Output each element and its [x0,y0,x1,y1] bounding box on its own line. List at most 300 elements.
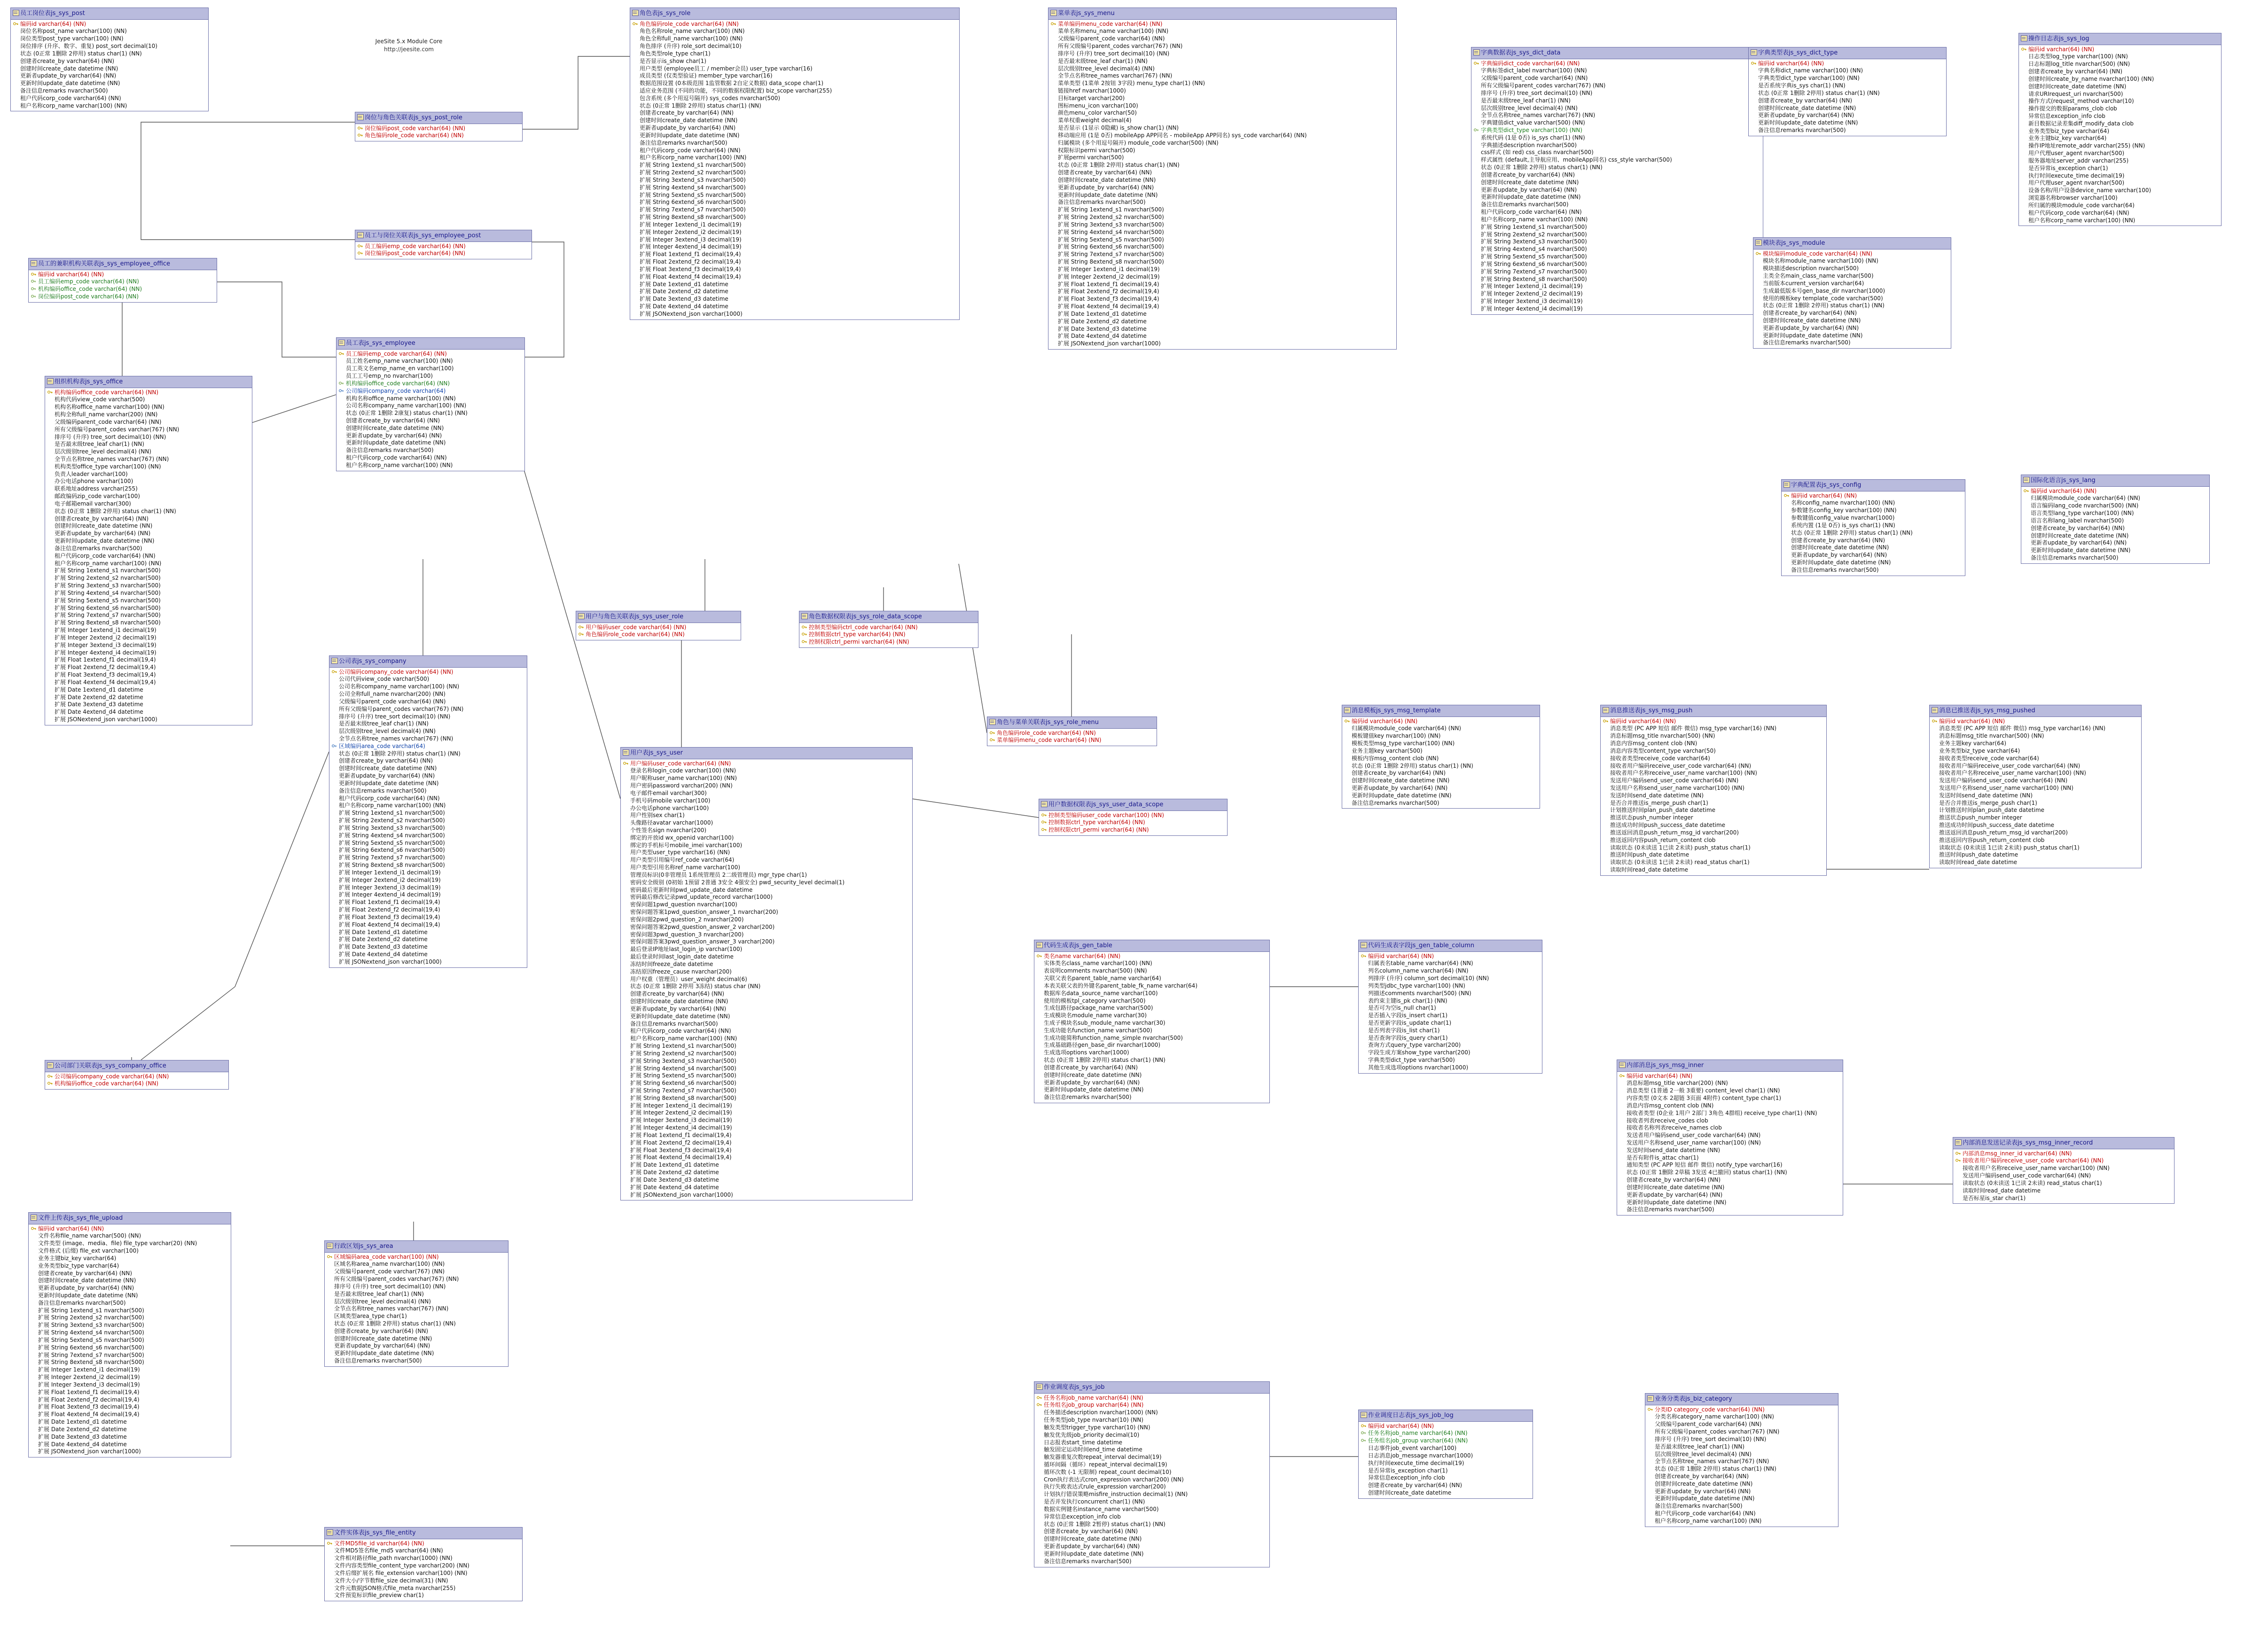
column-label: 区域编码area_code varchar(64) [339,742,425,749]
column-row [1036,1551,1267,1558]
column-label: 消息内容类型content_type varchar(50) [1610,747,1716,754]
foreign-key-icon [1361,1431,1366,1435]
column-row [1932,829,2139,837]
column-label: 读取状态 (0未读送 1已读 2未读) read_status char(1) [1963,1179,2102,1186]
column-row [1361,1474,1531,1482]
column-label: 扩展 Float 3extend_f3 decimal(19,4) [38,1403,140,1410]
column-label: 扩展 String 1extend_s1 nvarchar(500) [339,810,445,817]
column-row [623,983,910,990]
entity-table-sys_config[interactable] [1781,479,1965,576]
column-row [331,669,525,676]
entity-table-gen_table[interactable] [1034,940,1270,1103]
column-row [47,1073,227,1081]
column-label: 推送成功时间push_success_date datetime [1939,822,2055,829]
table-icon [47,378,54,384]
column-label: 扩展 String 4extend_s4 nvarchar(500) [55,589,161,596]
column-row [1619,1199,1841,1207]
column-row [989,730,1155,737]
column-label: 浏览器名称browser varchar(100) [2028,195,2118,202]
entity-table-sys_menu[interactable] [1048,8,1397,350]
column-label: 岗位类型post_type varchar(100) (NN) [20,35,124,42]
column-row [1473,105,1761,112]
column-row [47,508,250,515]
column-row [327,1276,506,1283]
column-row [623,1080,910,1087]
column-row [2021,187,2219,195]
column-label: 全节点名称tree_names varchar(767) (NN) [1481,112,1596,119]
entity-columns-sys_job_log [1359,1422,1533,1498]
column-row [632,206,957,214]
entity-table-sys_file_entity[interactable] [324,1527,523,1601]
column-row [1050,303,1394,311]
column-row [338,395,523,403]
column-label: 更新时间update_date datetime (NN) [334,1350,434,1357]
column-label: 编码id varchar(64) (NN) [38,271,104,278]
entity-table-sys_job[interactable] [1034,1381,1270,1567]
entity-table-sys_msg_inner[interactable] [1617,1060,1843,1216]
column-label: 语言编码lang_code nvarchar(500) (NN) [2031,502,2139,509]
column-label: 公司编码company_code varchar(64) (NN) [339,668,454,675]
column-label: 扩展 Float 3extend_f3 decimal(19,4) [640,265,741,273]
column-row [1955,1180,2172,1187]
column-row [1473,149,1761,156]
column-label: 更新时间update_date datetime (NN) [1627,1199,1727,1206]
column-label: 任务名称job_name varchar(64) (NN) [1368,1430,1468,1437]
column-row [331,728,525,735]
entity-table-sys_user[interactable] [620,747,913,1200]
column-label: 扩展 Date 3extend_d3 datetime [38,1433,127,1440]
column-row [623,961,910,968]
entity-table-sys_module[interactable] [1753,237,1951,349]
column-label: 租户名称corp_name varchar(100) (NN) [339,802,446,809]
column-row [47,463,250,471]
column-label: 扩展 Float 2extend_f2 decimal(19,4) [55,664,156,671]
column-label: 更新者update_by varchar(64) (NN) [1763,324,1859,331]
column-row [623,849,910,857]
column-label: 排序号 (升序) tree_sort decimal(10) (NN) [334,1283,446,1290]
column-row [1473,127,1761,134]
entity-columns-sys_config [1782,491,1965,576]
column-label: 所有父级编号parent_codes varchar(767) (NN) [1481,82,1606,89]
entity-table-sys_dict_type[interactable] [1748,47,1947,136]
entity-table-biz_category[interactable] [1645,1393,1838,1527]
column-row [1050,288,1394,296]
column-row [1473,246,1761,253]
column-row [1050,311,1394,318]
column-row [632,132,957,140]
column-label: 创建时间create_date datetime (NN) [1481,179,1579,186]
column-row [1783,492,1963,500]
column-label: 触发类型trigger_type varchar(10) (NN) [1044,1424,1150,1431]
table-icon [1344,707,1351,713]
column-label: 用户类型user_type varchar(16) (NN) [630,849,730,856]
column-label: 扩展 Date 3extend_d3 datetime [339,943,428,951]
column-label: 执行失败表达式rule_expression varchar(200) [1044,1483,1166,1490]
column-label: 创建者create_by varchar(64) (NN) [1044,1064,1138,1071]
table-icon [1751,49,1757,55]
entity-title-sys_user_role: 用户与角色关联表js_sys_user_role [576,611,741,623]
entity-table-sys_company[interactable] [329,655,527,968]
column-row [1932,851,2139,859]
column-row [327,1320,506,1328]
column-label: 读取时间read_date datetime [1939,859,2018,866]
column-label: 扩展 String 6extend_s6 nvarchar(500) [55,604,161,611]
entity-table-sys_job_log[interactable] [1358,1410,1533,1499]
column-label: 租户代码corp_code varchar(64) (NN) [346,454,447,461]
column-label: 扩展 Date 2extend_d2 datetime [630,1169,719,1176]
entity-table-gen_table_column[interactable] [1358,940,1542,1074]
edge-sys_post_role-to-sys_role [522,56,630,129]
column-label: 扩展 String 2extend_s2 nvarchar(500) [1481,231,1587,238]
column-row [632,311,957,318]
column-label: 字典键值dict_value varchar(500) (NN) [1481,119,1585,126]
column-row [1361,1005,1540,1012]
column-label: 扩展 String 4extend_s4 nvarchar(500) [339,832,445,839]
column-row [1036,1417,1267,1424]
column-row [331,706,525,713]
column-label: 扩展 Integer 3extend_i3 decimal(19) [38,1381,140,1388]
column-label: 状态 (0正常 1删除 2康复) status char(1) (NN) [346,410,468,417]
column-label: 更新者update_by varchar(64) (NN) [339,772,435,779]
column-label: 密码安全级别 (0初始 1预留 2普通 3安全 4强安全) pwd_security_level decimal(1) [630,879,845,886]
column-label: 登录名称login_code varchar(100) (NN) [630,767,736,774]
column-label: 文件大小/字节数file_size decimal(31) (NN) [334,1577,448,1584]
table-icon [357,114,364,120]
column-label: 扩展 Float 4extend_f4 decimal(19,4) [640,273,741,280]
primary-key-icon [623,761,628,765]
column-row [331,683,525,691]
column-label: 创建者create_by varchar(64) (NN) [630,990,725,997]
column-row [331,862,525,869]
column-label: 创建时间create_date datetime (NN) [1058,176,1156,183]
column-row [327,1254,506,1261]
column-label: 扩展 Float 3extend_f3 decimal(19,4) [55,671,156,678]
column-row [623,1013,910,1021]
column-row [623,1087,910,1095]
column-row [1619,1184,1841,1192]
column-row [13,35,206,43]
column-row [578,624,739,631]
column-row [47,419,250,426]
column-label: 更新者update_by varchar(64) (NN) [1791,552,1887,559]
column-label: 编码id varchar(64) (NN) [2028,46,2095,53]
column-label: 租户名称corp_name varchar(100) (NN) [630,1035,737,1042]
entity-table-sys_user_data_scope[interactable] [1039,799,1228,836]
column-row [31,1232,229,1240]
column-label: 用户密码password varchar(200) (NN) [630,782,733,789]
column-label: 当前版本current_version varchar(64) [1763,280,1864,287]
column-label: 更新时间update_date datetime (NN) [630,1013,730,1020]
column-row [1955,1195,2172,1202]
entity-table-sys_msg_inner_record[interactable] [1953,1137,2175,1204]
column-label: 扩展 String 2extend_s2 nvarchar(500) [630,1050,736,1057]
entity-table-sys_role_menu[interactable] [987,717,1157,746]
column-label: 机构全称full_name varchar(200) (NN) [55,411,158,418]
column-row [1755,273,1949,280]
unique-key-icon [339,389,344,393]
column-label: 扩展 Float 4extend_f4 decimal(19,4) [38,1411,140,1418]
entity-table-sys_role[interactable] [630,8,960,320]
column-row [623,990,910,998]
column-row [623,946,910,953]
column-label: 备注信息remarks nvarchar(500) [1758,127,1846,133]
column-label: 租户代码corp_code varchar(64) (NN) [630,1028,731,1035]
column-label: 全节点名称tree_names varchar(767) (NN) [1655,1458,1769,1465]
foreign-key-icon [1474,128,1479,132]
entity-columns-gen_table_column [1359,952,1542,1073]
column-label: 用户编码user_code varchar(64) (NN) [630,760,731,767]
table-icon [1647,1395,1654,1402]
column-label: 邮政编码zip_code varchar(100) [55,493,140,500]
column-row [327,1540,520,1548]
column-row [1783,537,1963,545]
column-row [632,303,957,311]
column-row [1755,280,1949,288]
column-row [2021,128,2219,135]
column-label: 创建者create_by varchar(64) (NN) [20,57,115,64]
edge-sys_role_menu-to-sys_role [959,564,987,733]
column-row [1050,80,1394,87]
column-row [632,199,957,206]
column-label: 扩展 String 1extend_s1 nvarchar(500) [1058,206,1164,213]
entity-table-sys_msg_push[interactable] [1600,705,1827,876]
column-label: 文件名称file_name varchar(500) (NN) [38,1232,141,1239]
table-icon [357,232,364,238]
column-row [1647,1495,1836,1503]
column-row [1344,792,1538,800]
column-row [632,72,957,80]
column-row [47,471,250,478]
entity-table-sys_office[interactable] [45,376,252,725]
column-row [1619,1087,1841,1095]
entity-table-sys_post[interactable] [10,8,209,111]
column-row [1050,50,1394,58]
column-row [623,1184,910,1192]
column-label: 机构类型office_type varchar(100) (NN) [55,463,161,470]
column-row [1783,507,1963,514]
entity-table-sys_company_office[interactable] [45,1060,229,1090]
column-label: 全节点名称tree_names varchar(767) (NN) [339,735,454,742]
column-row [331,698,525,706]
column-row [801,639,976,646]
entity-table-sys_dict_data[interactable] [1471,47,1763,315]
column-row [1050,236,1394,244]
column-row [632,28,957,35]
entity-title-sys_dict_type: 字典类型表js_sys_dict_type [1749,47,1946,59]
column-label: 密保问题答案1pwd_question_answer_1 nvarchar(200) [630,909,778,916]
column-row [357,250,530,257]
column-label: 更新时间update_date datetime (NN) [1058,191,1158,198]
column-row [1603,829,1824,837]
entity-table-sys_lang[interactable] [2021,475,2210,564]
column-label: 生成功能名function_name varchar(500) [1044,1027,1152,1034]
column-label: 密码最后更新时间pwd_update_date datetime [630,886,753,893]
column-row [31,1277,229,1285]
column-label: 扩展 String 3extend_s3 nvarchar(500) [38,1322,144,1329]
entity-table-sys_employee_office[interactable] [28,258,217,303]
column-row [1361,1460,1531,1467]
primary-key-icon [990,731,995,735]
column-row [331,921,525,929]
entity-columns-sys_msg_inner [1617,1072,1843,1216]
column-label: 权限标识permi varchar(500) [1058,147,1135,154]
column-row [632,95,957,102]
column-row [31,1389,229,1396]
column-label: 扩展 Date 4extend_d4 datetime [640,303,728,310]
entity-title-sys_job: 作业调度表js_sys_job [1034,1382,1269,1394]
table-icon [331,658,338,664]
column-row [1619,1095,1841,1102]
column-label: 推送时间push_date datetime [1939,851,2018,858]
column-label: 是否系统字典is_sys char(1) (NN) [1758,82,1846,89]
column-label: 文件MD5签名file_md5 varchar(64) (NN) [334,1547,443,1554]
entity-columns-sys_role_data_scope [799,623,978,647]
column-row [623,827,910,834]
column-row [47,1080,227,1088]
column-row [632,258,957,266]
column-row [578,631,739,639]
column-row [1603,718,1824,725]
entity-title-sys_job_log: 作业调度日志表js_sys_job_log [1359,1410,1533,1422]
column-row [338,425,523,432]
column-label: 员工编码emp_code varchar(64) (NN) [365,242,466,249]
column-label: 角色编码role_code varchar(64) (NN) [640,20,739,27]
column-label: 触发优先级job_priority decimal(10) [1044,1431,1140,1438]
column-row [1036,1072,1267,1079]
column-label: 创建者create_by varchar(64) (NN) [1627,1177,1721,1184]
column-row [338,365,523,373]
column-label: 公司代码view_code varchar(500) [339,676,430,683]
column-label: 扩展 String 3extend_s3 nvarchar(500) [1481,238,1587,245]
column-label: 备注信息remarks nvarchar(500) [1655,1503,1743,1510]
column-row [331,691,525,698]
column-row [1361,1423,1531,1430]
column-label: 是否最末级tree_leaf char(1) (NN) [339,720,429,727]
column-row [632,169,957,177]
column-row [1755,257,1949,265]
column-label: 编码id varchar(64) (NN) [1610,717,1676,725]
column-label: 创建者create_by varchar(64) (NN) [1044,1528,1138,1535]
table-icon [632,10,639,16]
entity-table-sys_area[interactable] [324,1240,508,1367]
column-row [623,872,910,879]
column-row [1036,967,1267,975]
column-row [1050,95,1394,102]
column-row [1036,1020,1267,1027]
column-label: 岗位编码post_code varchar(64) (NN) [365,250,466,257]
entity-columns-sys_menu [1048,20,1396,349]
column-label: 扩展 Date 2extend_d2 datetime [38,1426,127,1433]
column-label: 扩展 String 7extend_s7 nvarchar(500) [55,612,161,619]
column-row [47,396,250,404]
column-row [1050,140,1394,147]
entity-table-sys_role_data_scope[interactable] [799,611,978,648]
table-icon [989,719,996,725]
column-label: 状态 (0正常 1删除 2暂停) status char(1) (NN) [1044,1520,1166,1527]
column-label: 扩展 JSONextend_json varchar(1000) [1058,340,1161,347]
column-row [632,65,957,73]
entity-table-sys_log[interactable] [2018,33,2222,226]
column-row [47,538,250,545]
column-row [1050,251,1394,258]
column-row [1955,1165,2172,1172]
column-label: 文件类型 (image、media、file) file_type varchar(20) (NN) [38,1240,197,1247]
column-label: 更新时间update_date datetime (NN) [339,779,439,787]
column-label: 是否可为空is_null char(1) [1368,1005,1436,1012]
column-row [1783,530,1963,537]
column-label: 归属模块module_code varchar(64) (NN) [1352,725,1462,732]
column-row [1603,866,1824,874]
column-label: 扩展 Date 4extend_d4 datetime [339,951,428,958]
entity-table-sys_employee_post[interactable] [355,230,532,259]
column-row [1050,43,1394,50]
primary-key-icon [1041,827,1047,832]
column-row [13,72,206,80]
column-label: 分类名称category_name varchar(100) (NN) [1655,1413,1774,1420]
column-label: 更新者update_by varchar(64) (NN) [20,72,117,79]
column-label: 读取状态 (0未读送 1已读 2未读) push_status char(1) [1610,844,1751,851]
column-row [2021,91,2219,98]
entity-title-sys_employee_post: 员工与岗位关联表js_sys_employee_post [355,230,532,242]
column-row [1344,755,1538,763]
column-label: 表说明comments nvarchar(500) (NN) [1044,967,1147,974]
column-row [1751,112,1944,119]
column-row [31,1366,229,1374]
primary-key-icon [802,632,807,636]
entity-columns-sys_dict_type [1749,59,1946,136]
column-row [1036,1491,1267,1498]
column-label: 岗位排序 (升序、数字、重复) post_sort decimal(10) [20,43,157,50]
column-label: 编码id varchar(64) (NN) [1368,952,1434,959]
entity-table-sys_msg_template[interactable] [1342,705,1540,809]
column-label: 扩展 String 5extend_s5 nvarchar(500) [630,1072,736,1079]
column-label: 扩展 Integer 3extend_i3 decimal(19) [55,641,156,648]
column-row [31,1426,229,1434]
entity-table-sys_msg_pushed[interactable] [1929,705,2142,868]
column-label: 创建时间create_date datetime (NN) [20,65,118,72]
column-label: 字典名称dict_name varchar(100) (NN) [1758,67,1863,74]
column-row [2023,554,2207,562]
column-row [47,694,250,701]
column-label: 扩展 Float 2extend_f2 decimal(19,4) [38,1396,140,1403]
entity-table-sys_user_role[interactable] [576,611,741,640]
column-row [1361,1049,1540,1057]
column-row [1603,822,1824,829]
column-row [47,411,250,419]
column-label: 异常信息exception_info clob [2028,113,2105,119]
column-row [1755,325,1949,332]
column-row [1932,807,2139,814]
column-row [2021,195,2219,202]
column-label: 接收者类型receive_code varchar(64) [1610,755,1710,762]
column-label: 字典编码dict_code varchar(64) (NN) [1481,60,1580,67]
column-label: 创建时间create_date datetime (NN) [1758,104,1856,111]
column-row [1783,552,1963,559]
column-row [13,65,206,73]
column-row [1619,1169,1841,1177]
column-label: 备注信息remarks nvarchar(500) [1763,339,1851,346]
column-row [623,1035,910,1043]
column-label: 所有父级编号parent_codes varchar(767) (NN) [334,1276,459,1283]
column-label: 公司名称company_name varchar(100) (NN) [339,683,460,690]
column-row [623,812,910,819]
column-row [31,1247,229,1255]
entity-table-sys_employee[interactable] [336,337,525,471]
column-row [338,358,523,365]
entity-table-sys_file_upload[interactable] [28,1212,231,1457]
entity-table-sys_post_role[interactable] [355,112,523,141]
column-row [1361,953,1540,960]
